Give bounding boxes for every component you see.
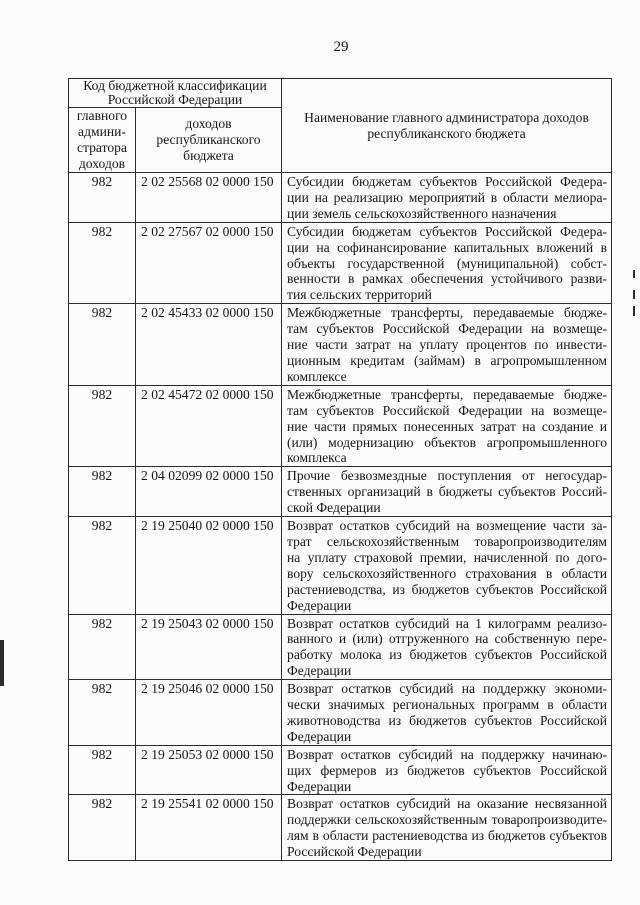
revenue-name-line: растениеводства, из бюджетов субъектов Российской [287, 581, 608, 597]
table-row [69, 795, 612, 861]
admin-code-cell: 982 [69, 614, 136, 680]
table-row [69, 745, 612, 795]
revenue-name-cell [282, 467, 612, 517]
header-line: Российской Федерации [107, 92, 243, 108]
table-row [69, 680, 612, 746]
revenue-name-cell [282, 173, 612, 223]
admin-code-cell: 982 [69, 517, 136, 614]
revenue-name-cell [282, 614, 612, 680]
table-row [69, 222, 612, 304]
revenue-name-line: трат сельскохозяйственным товаропроизводителям [287, 533, 608, 549]
revenue-name-line: Российской Федерации [287, 844, 422, 860]
revenue-name-line: Федерации [287, 778, 352, 794]
revenue-name-line: работку молока из бюджетов субъектов Российской [287, 647, 608, 663]
table-row [69, 467, 612, 517]
table-header [69, 79, 612, 173]
revenue-code-cell: 2 02 25568 02 0000 150 [136, 173, 282, 223]
table-row [69, 517, 612, 614]
admin-code-cell: 982 [69, 304, 136, 386]
revenue-name-line: там субъектов Российской Федерации на возмеще- [287, 321, 608, 337]
revenue-name-line: Возврат остатков субсидий на поддержку начинаю- [287, 746, 608, 762]
header-line: Код бюджетной классификации [83, 78, 267, 93]
admin-code-cell: 982 [69, 795, 136, 861]
table-row [69, 385, 612, 467]
revenue-name-line: объекты государственной (муниципальной) собст- [287, 255, 608, 271]
revenue-name-line: там субъектов Российской Федерации на возмеще- [287, 402, 608, 418]
revenue-name-line: ственных организаций в бюджеты субъектов Россий- [287, 484, 608, 500]
revenue-name-line: животноводства из бюджетов субъектов Российской [287, 712, 608, 728]
header-row-top [69, 79, 612, 108]
revenue-code-cell: 2 19 25046 02 0000 150 [136, 680, 282, 746]
revenue-name-line: ние части затрат на уплату процентов по инвести- [287, 337, 608, 353]
admin-code-cell: 982 [69, 385, 136, 467]
header-line: главного [76, 108, 128, 124]
revenue-code-cell: 2 02 45472 02 0000 150 [136, 385, 282, 467]
revenue-name-line: Межбюджетные трансферты, передаваемые бюдже- [287, 305, 608, 321]
revenue-name-line: вору сельскохозяйственного страхования в области [287, 565, 608, 581]
table-body [69, 173, 612, 861]
revenue-name-cell [282, 680, 612, 746]
table-row [69, 173, 612, 223]
admin-code-cell: 982 [69, 173, 136, 223]
administrator-name-header [282, 79, 612, 173]
revenue-name-line: Возврат остатков субсидий на 1 килограмм реализо- [287, 615, 608, 631]
revenue-code-cell: 2 02 27567 02 0000 150 [136, 222, 282, 304]
revenue-code-cell: 2 04 02099 02 0000 150 [136, 467, 282, 517]
revenue-name-cell [282, 385, 612, 467]
revenue-name-line: Субсидии бюджетам субъектов Российской Федера- [287, 174, 608, 190]
header-line: доходов [185, 116, 232, 132]
revenue-name-line: Возврат остатков субсидий на поддержку экономи- [287, 681, 608, 697]
revenue-name-line: ции на софинансирование капитальных вложений в [287, 239, 608, 255]
revenue-name-line: венности в рамках обеспечения устойчивого разви- [287, 271, 608, 287]
revenue-name-line: на уплату страховой премии, начисленной по дого- [287, 549, 608, 565]
admin-code-cell: 982 [69, 745, 136, 795]
revenue-name-line: ционным кредитам (займам) в агропромышленном [287, 353, 608, 368]
revenue-name-line: Федерации [287, 663, 352, 679]
revenue-name-line: комплекса [287, 450, 347, 466]
admin-code-cell: 982 [69, 467, 136, 517]
revenue-name-line: Федерации [287, 728, 352, 744]
revenue-name-line: тия сельских территорий [287, 287, 432, 303]
revenue-name-line: Субсидии бюджетам субъектов Российской Федера- [287, 223, 608, 239]
header-line: бюджета [183, 148, 234, 164]
revenue-name-line: Межбюджетные трансферты, передаваемые бюдже- [287, 386, 608, 402]
revenue-code-cell: 2 02 45433 02 0000 150 [136, 304, 282, 386]
budget-revenue-code-header [136, 108, 282, 173]
revenue-name-line: (или) модернизацию объектов агропромышленного [287, 434, 608, 450]
revenue-name-line: лям в области растениеводства из бюджетов субъектов [287, 828, 608, 844]
revenue-name-line: ции земель сельскохозяйственного назначения [287, 205, 557, 221]
revenue-name-cell [282, 304, 612, 386]
table-row [69, 304, 612, 386]
revenue-name-line: Возврат остатков субсидий на возмещение части за- [287, 518, 608, 534]
scan-mark-right [633, 306, 635, 316]
revenue-name-line: ской Федерации [287, 500, 381, 516]
revenue-code-cell: 2 19 25043 02 0000 150 [136, 614, 282, 680]
header-line: республиканского [156, 132, 261, 148]
admin-code-cell: 982 [69, 222, 136, 304]
revenue-name-line: ции на реализацию мероприятий в области мелиора- [287, 189, 608, 205]
budget-classification-code-header [69, 79, 282, 108]
revenue-name-cell [282, 222, 612, 304]
revenue-name-cell [282, 517, 612, 614]
revenue-name-cell [282, 745, 612, 795]
header-line: админи- [78, 124, 126, 140]
revenue-name-line: Федерации [287, 597, 352, 613]
revenue-name-cell [282, 795, 612, 861]
scan-mark-right [633, 270, 635, 278]
revenue-name-line: щих фермеров из бюджетов субъектов Российской [287, 762, 608, 778]
chief-administrator-header [69, 108, 136, 173]
admin-code-cell: 982 [69, 680, 136, 746]
scan-mark-right [633, 290, 635, 299]
revenue-name-line: поддержки сельскохозяйственным товаропроизводите- [287, 812, 608, 828]
scan-mark-left [0, 640, 4, 686]
table-row [69, 614, 612, 680]
revenue-name-line: ние части прямых понесенных затрат на создание и [287, 418, 608, 434]
revenue-name-line: Возврат остатков субсидий на оказание несвязанной [287, 796, 608, 812]
revenue-name-line: ванного и (или) отгруженного на собственную пере- [287, 631, 608, 647]
budget-classification-table [68, 78, 612, 861]
header-line: доходов [78, 156, 126, 172]
revenue-code-cell: 2 19 25053 02 0000 150 [136, 745, 282, 795]
header-line: Наименование главного администратора доходов [304, 109, 589, 125]
revenue-code-cell: 2 19 25040 02 0000 150 [136, 517, 282, 614]
revenue-code-cell: 2 19 25541 02 0000 150 [136, 795, 282, 861]
header-line: республиканского бюджета [367, 125, 526, 141]
revenue-name-line: Прочие безвозмездные поступления от негосудар- [287, 468, 608, 484]
revenue-name-line: чески значимых региональных программ в области [287, 697, 608, 713]
page-number: 29 [333, 39, 349, 55]
revenue-name-line: комплексе [287, 368, 347, 384]
header-line: стратора [76, 140, 127, 156]
